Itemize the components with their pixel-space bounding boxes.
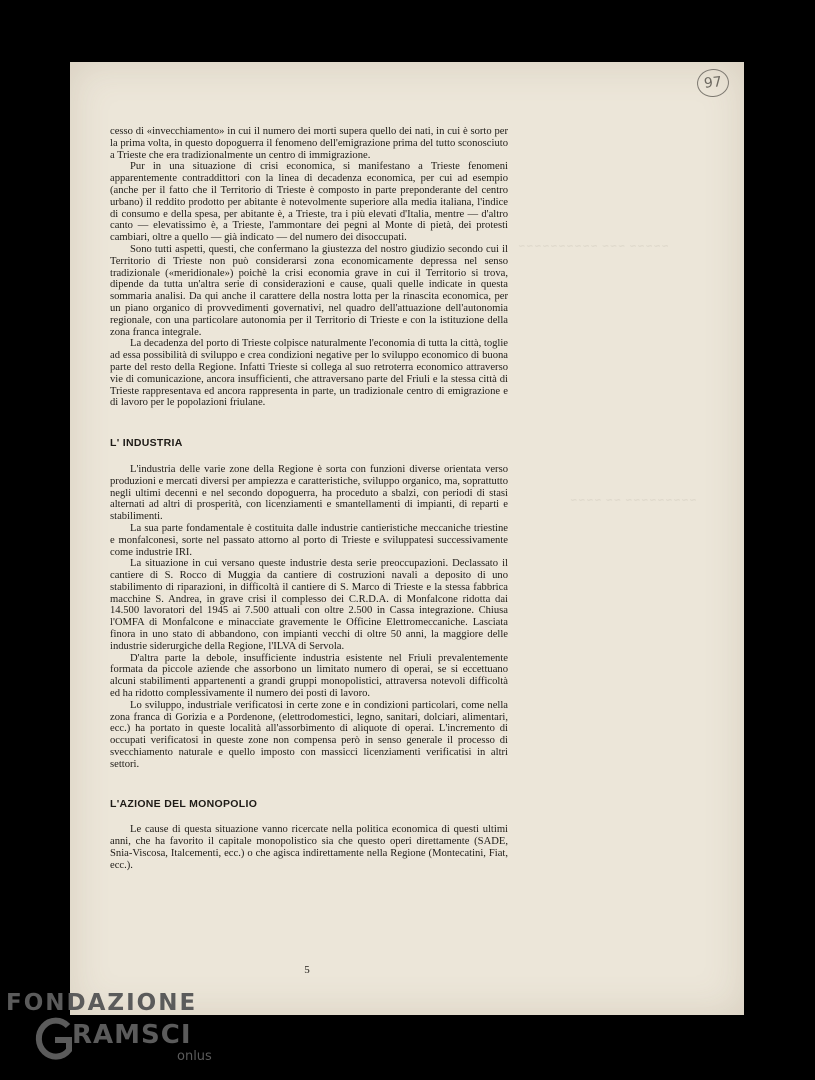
intro-paragraph-2: Pur in una situazione di crisi economica, si manifestano a Trieste fenomeni apparentemente contraddittori con la linea di decadenza economica, per cui ad esempio (anche per il fatto che il Territorio di Trieste è composto in parte preponderante del centro urbano) il reddito prodotto per abitante è notevolmente superiore alla media italiana, l'indice di consumo e della spesa, per abitante è, a Trieste, tra i più elevati d'Italia, mentre — d'altro canto — elevatissimo è, a Trieste, l'ammontare dei pegni al Monte di pietà, dei protesti cambiari, oltre a quello — già indicato — del numero dei disoccupati. [110,161,508,244]
industria-paragraph-5: Lo sviluppo, industriale verificatosi in certe zone e in condizioni particolari, come nella zona franca di Gorizia e a Pordenone, (elettrodomestici, legno, sanitari, dolciari, alimentari, ecc.) ha portato in queste località all'assorbimento di aliquote di operai. L'incremento di occupati verificatosi in queste zone non compensa però in senso generale il processo di svecchiamento naturale e quello imposto con massicci licenziamenti verificatisi in altri settori. [110,699,508,770]
industria-paragraph-2: La sua parte fondamentale è costituita dalle industrie cantieristiche meccaniche triestine e monfalconesi, sorte nel passato attorno al porto di Trieste e sviluppatesi successivamente come industrie IRI. [110,522,508,558]
fondazione-gramsci-watermark [6,990,212,1075]
intro-paragraph-4: La decadenza del porto di Trieste colpisce naturalmente l'economia di tutta la città, toglie ad essa possibilità di sviluppo e crea condizioni negative per lo sviluppo economico di buona parte del resto della Regione. Infatti Trieste si collega al suo retroterra economico attraverso vie di comunicazione, ancora insufficienti, che attraversano parte del Friuli e la stessa città di Trieste rappresentava ed ancora rappresenta in parte, un tradizionale centro di emigrazione e di lavoro per le popolazioni friulane. [110,338,508,409]
industria-paragraph-3: La situazione in cui versano queste industrie desta serie preoccupazioni. Declassato il cantiere di S. Rocco di Muggia da cantiere di costruzioni navali a deposito di uno stabilimento di riparazioni, in difficoltà il cantiere di S. Marco di Trieste e la stessa fabbrica macchine S. Andrea, in grave crisi il complesso dei C.R.D.A. di Monfalcone ridotta dai 14.500 lavoratori del 1945 ai 7.500 attuali con oltre 2.500 in Cassa integrazione. Chiusa l'OMFA di Monfalcone e minacciate gravemente le Officine Elettromeccaniche. Lasciata finora in uno stato di abbandono, con impianti vecchi di oltre 50 anni, la maggiore delle industrie siderurgiche della Regione, l'ILVA di Servola. [110,558,508,652]
intro-paragraph-3: Sono tutti aspetti, questi, che confermano la giustezza del nostro giudizio secondo cui il Territorio di Trieste non può considerarsi zona economicamente depressa nel senso tradizionale («meridionale») poichè la crisi economia grave in cui il Territorio si trova, dipende da tutta un'altra serie di considerazioni e cause, quali quelle indicate in questa sommaria analisi. Da qui anche il carattere della nostra lotta per la rinascita economica, per un piano organico di provvedimenti governativi, nel quadro dell'attuazione dell'autonomia regionale, con una particolare autonomia per il Territorio di Trieste e con la istituzione della zona franca integrale. [110,243,508,338]
page-number: 5 [304,964,310,976]
document-body [110,126,508,872]
gramsci-g-logo-icon [34,1016,74,1062]
section-heading-monopolio: L'AZIONE DEL MONOPOLIO [110,797,258,810]
archive-number: 97 [696,67,731,98]
industria-paragraph-1: L'industria delle varie zone della Regione è sorta con funzioni diverse orientata verso produzioni e mercati diversi per ampiezza e caratteristiche, sviluppo organico, ma, soprattutto negli ultimi decenni e nel secondo dopoguerra, ha proceduto a sbalzi, con periodi di stasi alternati ad altri di prosperità, con licenziamenti e smantellamenti di impianti, di reparti e stabilimenti. [110,463,508,523]
watermark-line-3: onlus [177,1049,212,1064]
document-page [70,62,744,1015]
watermark-line-1: FONDAZIONE [6,990,198,1016]
show-through-text: ~~~~~~~~~~ ~~~ ~~~~~ [518,240,670,250]
watermark-line-2: RAMSCI [72,1020,192,1050]
show-through-text: ~~~~ ~~ ~~~~~~~~~ [570,494,698,504]
monopolio-paragraph-1: Le cause di questa situazione vanno ricercate nella politica economica di questi ultimi anni, che ha favorito il capitale monopolistico sia che questo operi direttamente (SADE, Snia-Viscosa, Italcementi, ecc.) o che agisca indirettamente nella Regione (Montecatini, Fiat, ecc.). [110,824,508,871]
intro-paragraph-1: cesso di «invecchiamento» in cui il numero dei morti supera quello dei nati, in cui è sorto per la prima volta, in questo dopoguerra il fenomeno dell'emigrazione prima del tutto sconosciuto a Trieste che era tradizionalmente un centro di immigrazione. [110,126,508,161]
industria-paragraph-4: D'altra parte la debole, insufficiente industria esistente nel Friuli prevalentemente formata da piccole aziende che assorbono un limitato numero di operai, se si eccettuano alcuni stabilimenti appartenenti a grandi gruppi monopolistici, attraversa notevoli difficoltà ed ha ridotto complessivamente il numero dei posti di lavoro. [110,652,508,700]
section-heading-industria: L' INDUSTRIA [110,437,183,450]
